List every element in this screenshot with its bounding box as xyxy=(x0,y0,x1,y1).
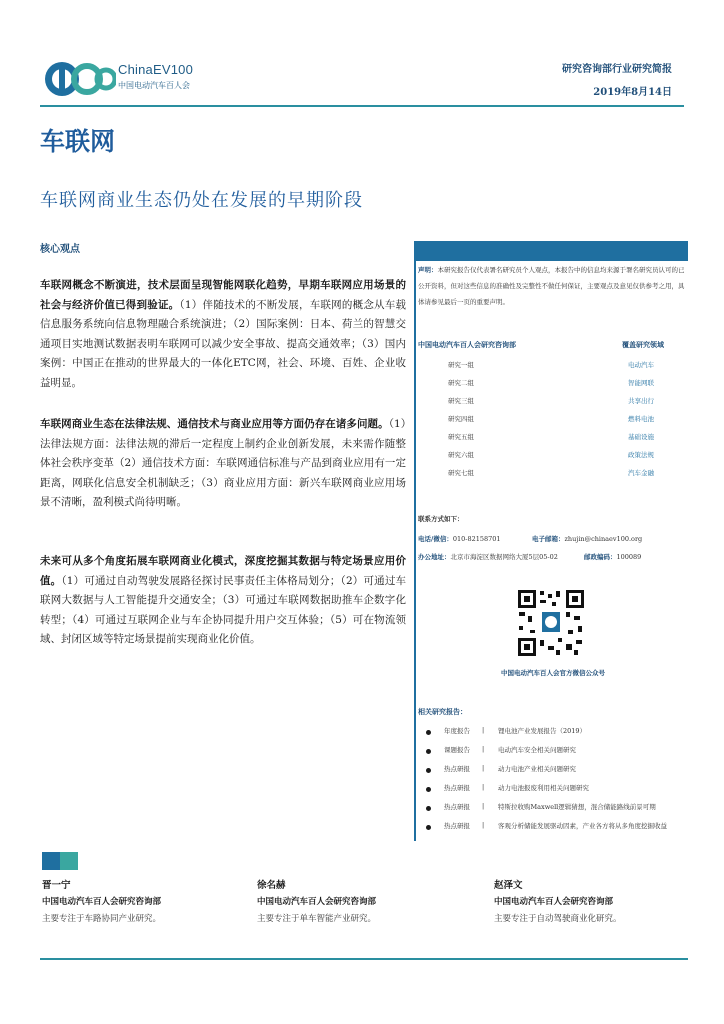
header-divider xyxy=(40,105,684,107)
author-name: 晋一宁 xyxy=(42,880,71,891)
author-accent-square xyxy=(42,852,60,870)
paragraph-2 xyxy=(40,415,406,513)
report-type: 热点研报 xyxy=(444,822,470,830)
team-field: 汽车金融 xyxy=(628,469,654,477)
phone-label: 电话/微信： xyxy=(418,535,453,543)
team-group: 研究四组 xyxy=(448,415,474,423)
author-accent-square xyxy=(60,852,78,870)
team-header-right: 覆盖研究领域 xyxy=(622,340,664,349)
sidebar-header-bar xyxy=(414,241,688,261)
related-report[interactable] xyxy=(418,764,688,780)
footer-divider xyxy=(40,958,688,960)
bullet-icon xyxy=(426,825,431,830)
team-group: 研究六组 xyxy=(448,451,474,459)
bullet-icon xyxy=(426,730,431,735)
author-org: 中国电动汽车百人会研究咨询部 xyxy=(494,897,614,907)
postcode-line xyxy=(584,552,641,561)
email-value[interactable]: zhujin@chinaev100.org xyxy=(564,535,643,543)
qr-caption: 中国电动汽车百人会官方微信公众号 xyxy=(501,669,605,677)
key-points-label: 核心观点 xyxy=(40,244,80,255)
related-report[interactable] xyxy=(418,821,688,837)
report-title: 特斯拉收购Maxwell逻辑猜想，混合储能路线前景可期 xyxy=(498,803,656,811)
separator: | xyxy=(482,821,485,829)
report-type: 课题报告 xyxy=(444,746,470,754)
team-row xyxy=(448,396,688,412)
address-value: 北京市海淀区数据网络大厦5层05-02 xyxy=(450,553,558,561)
team-group: 研究五组 xyxy=(448,433,474,441)
team-row xyxy=(448,414,688,430)
paragraph-1-lead: 车联网概念不断演进，技术层面呈现智能网联化趋势，早期车联网应用场景的社会与经济价值已得到验证。 xyxy=(40,279,406,311)
phone-value: 010-82158701 xyxy=(452,535,501,543)
team-group: 研究一组 xyxy=(448,361,474,369)
page-subtitle: 车联网商业生态仍处在发展的早期阶段 xyxy=(40,190,363,211)
report-type: 热点研报 xyxy=(444,765,470,773)
team-field: 智能网联 xyxy=(628,379,654,387)
related-report[interactable] xyxy=(418,726,688,742)
address-label: 办公地址： xyxy=(418,553,451,561)
paragraph-3-body: （1）可通过自动驾驶发展路径探讨民事责任主体格局划分；（2）可通过车联网大数据与人工智能提升交通安全；（3）可通过车联网数据助推车企数字化转型；（4）可通过互联网企业与车企协同提升用户交互体验；（5）可在物流领域、封闭区域等特定场景提前实现商业化价值。 xyxy=(40,574,407,645)
author-org: 中国电动汽车百人会研究咨询部 xyxy=(257,897,377,907)
logo xyxy=(42,58,202,100)
bullet-icon xyxy=(426,768,431,773)
declaration-label: 声明： xyxy=(418,266,438,274)
report-title: 动力电池产业相关问题研究 xyxy=(498,765,576,773)
author-card xyxy=(42,877,161,928)
declaration xyxy=(418,262,686,310)
report-type: 热点研报 xyxy=(444,803,470,811)
author-org: 中国电动汽车百人会研究咨询部 xyxy=(42,897,162,907)
paragraph-2-body: （1）法律法规方面：法律法规的滞后一定程度上制约企业创新发展，未来需作随整体社会秩序变革（2）通信技术方面：车联网通信标准与产品到商业应用有一定距离，网联化信息安全机制缺乏；（3）商业应用方面：新兴车联网商业应用场景不清晰，盈利模式尚待明晰。 xyxy=(40,418,406,508)
related-report[interactable] xyxy=(418,783,688,799)
report-type: 年度报告 xyxy=(444,727,470,735)
author-desc: 主要专注于车路协同产业研究。 xyxy=(42,914,162,924)
team-row xyxy=(448,468,688,484)
team-field: 燃料电池 xyxy=(628,415,654,423)
bullet-icon xyxy=(426,787,431,792)
team-row xyxy=(448,432,688,448)
wechat-qr-code-icon[interactable] xyxy=(516,588,586,658)
paragraph-1 xyxy=(40,276,406,393)
bullet-icon xyxy=(426,806,431,811)
postcode-value: 100089 xyxy=(616,553,642,561)
paragraph-1-body: （1）伴随技术的不断发展，车联网的概念从车载信息服务系统向信息物理融合系统演进；（2）国际案例：日本、荷兰的智慧交通项目实地测试数据表明车联网可以减少安全事故、提高交通效率；（3）国内案例：中国正在推动的世界最大的一体化ETC网，社会、环境、百姓、企业收益明显。 xyxy=(40,298,407,389)
team-group: 研究三组 xyxy=(448,397,474,405)
team-field: 政策法规 xyxy=(628,451,654,459)
team-row xyxy=(448,378,688,394)
separator: | xyxy=(482,783,485,791)
address-line xyxy=(418,552,558,561)
report-date: 2019年8月14日 xyxy=(593,87,672,98)
logo-subtitle: 中国电动汽车百人会 xyxy=(118,81,190,90)
team-field: 基础设施 xyxy=(628,433,654,441)
report-title: 电动汽车安全相关问题研究 xyxy=(498,746,576,754)
team-field: 共享出行 xyxy=(628,397,654,405)
logo-brand: ChinaEV100 xyxy=(118,62,193,77)
author-card xyxy=(494,877,622,928)
related-report[interactable] xyxy=(418,745,688,761)
separator: | xyxy=(482,726,485,734)
author-name: 徐名赫 xyxy=(257,880,286,891)
report-category: 研究咨询部行业研究简报 xyxy=(562,64,672,75)
paragraph-2-lead: 车联网商业生态在法律法规、通信技术与商业应用等方面仍存在诸多问题。 xyxy=(40,418,389,430)
team-row xyxy=(448,360,688,376)
declaration-text: 本研究报告仅代表署名研究员个人观点，本报告中的信息均来源于署名研究员认可的已公开资料，但对这些信息的准确性及完整性不做任何保证，主要观点及意见仅供参考之用，具体请参见最后一页的重要声明。 xyxy=(418,266,685,306)
ev100-logo-icon xyxy=(42,58,116,100)
related-report[interactable] xyxy=(418,802,688,818)
contact-label: 联系方式如下： xyxy=(418,515,464,523)
author-desc: 主要专注于自动驾驶商业化研究。 xyxy=(494,914,622,924)
sidebar-divider xyxy=(414,261,416,841)
email-line xyxy=(532,534,642,543)
related-reports-label: 相关研究报告： xyxy=(418,707,467,716)
postcode-label: 邮政编码： xyxy=(584,553,617,561)
report-type: 热点研报 xyxy=(444,784,470,792)
paragraph-3 xyxy=(40,552,406,650)
report-title: 锂电池产业发展报告（2019） xyxy=(498,727,587,735)
team-row xyxy=(448,450,688,466)
email-label: 电子邮箱： xyxy=(532,535,565,543)
page-title: 车联网 xyxy=(40,127,116,156)
separator: | xyxy=(482,802,485,810)
report-title: 客观分析储能发展驱动因素，产业各方将从多角度挖掘收益 xyxy=(498,822,667,830)
team-field: 电动汽车 xyxy=(628,361,654,369)
team-header-left: 中国电动汽车百人会研究咨询部 xyxy=(418,340,516,349)
team-group: 研究七组 xyxy=(448,469,474,477)
phone-line xyxy=(418,534,501,543)
team-group: 研究二组 xyxy=(448,379,474,387)
author-desc: 主要专注于单车智能产业研究。 xyxy=(257,914,377,924)
author-name: 赵泽文 xyxy=(494,880,523,891)
separator: | xyxy=(482,745,485,753)
report-title: 动力电池报废利用相关问题研究 xyxy=(498,784,589,792)
paragraph-3-lead: 未来可从多个角度拓展车联网商业化模式，深度挖掘其数据与特定场景应用价值。 xyxy=(40,555,406,587)
separator: | xyxy=(482,764,485,772)
author-card xyxy=(257,877,376,928)
bullet-icon xyxy=(426,749,431,754)
